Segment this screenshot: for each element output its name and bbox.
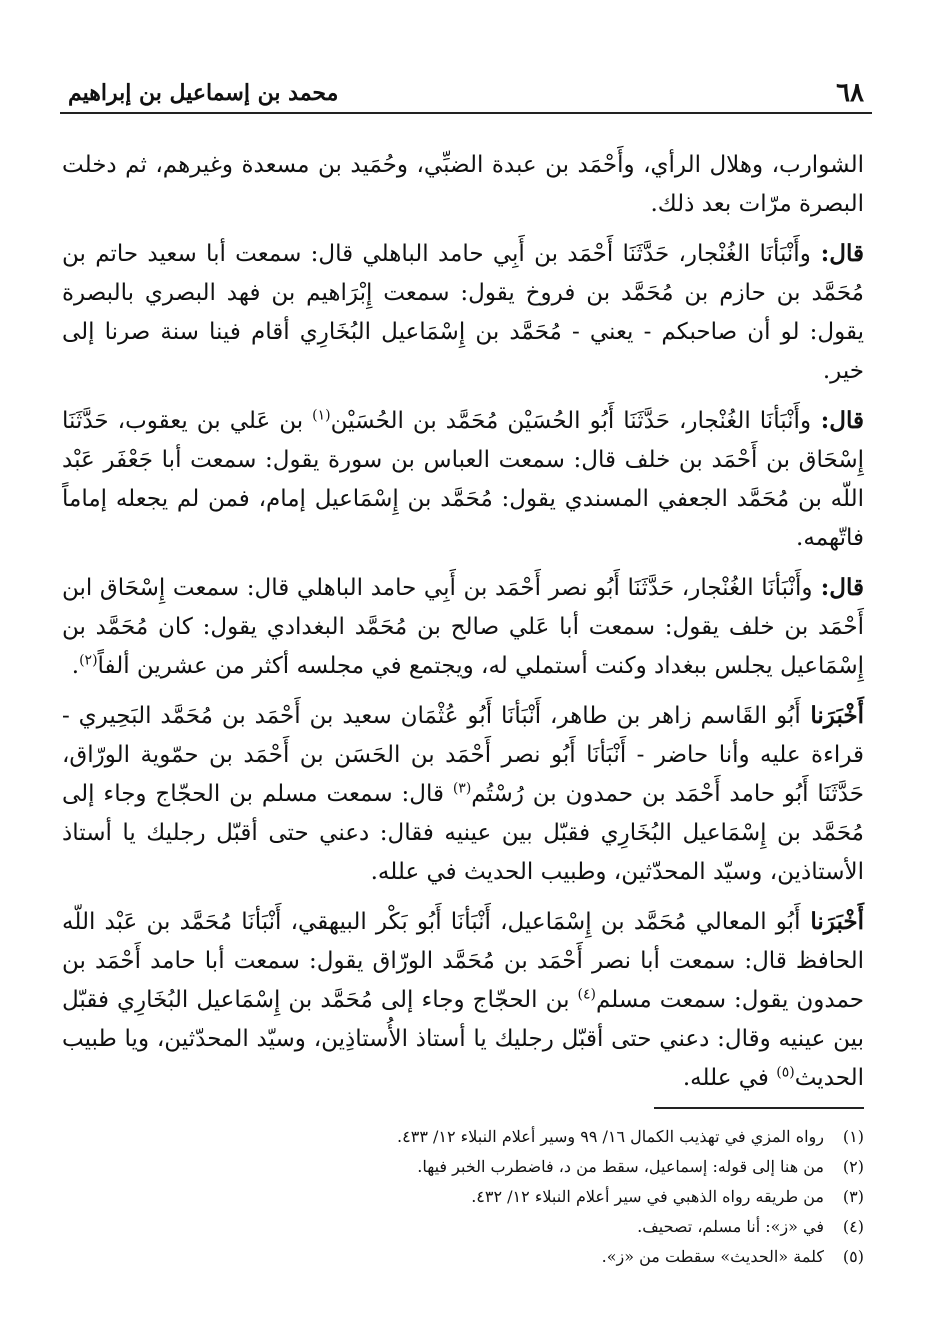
page-number: ٦٨ [836,78,864,108]
footnote-number: (١) [842,1127,864,1146]
footnote-ref-3[interactable]: (٣) [452,780,472,797]
paragraph-text: أَبُو المعالي مُحَمَّد بن إِسْمَاعيل، أَنْبَأنَا أَبُو بَكْر البيهقي، أَنْبَأنَا مُحَمَّد بن عَبْد اللّه الحافظ قال: سمعت أبا نصر أَحْمَد بن مُحَمَّد الورّاق يقول: سمعت أبا حامد أَحْمَد بن حمدون يقول: سمعت مسلم [62,909,865,1013]
footnote-1 [62,1122,864,1152]
paragraph-text-continued: قال: سمعت مسلم بن الحجّاج وجاء إلى مُحَمَّد بن إِسْمَاعيل البُخَارِي فقبّل بين عينيه فقال: دعني حتى أقبّل رجليك يا أستاذ الأستاذين، وسيّد المحدّثين، وطبيب الحديث في علله. [62,781,864,885]
footnote-text: كلمة «الحديث» سقطت من «ز». [601,1247,824,1266]
footnote-ref-2[interactable]: (٢) [79,652,98,669]
footnote-text: من طريقه رواه الذهبي في سير أعلام النبلاء ١٢/ ٤٣٢. [471,1187,824,1206]
paragraph-2 [62,234,864,391]
paragraph-text-end: في علله. [682,1065,777,1091]
paragraph-4 [62,568,864,686]
footnote-text: من هنا إلى قوله: إسماعيل، سقط من د، فاضطرب الخبر فيها. [417,1157,824,1176]
paragraph-text: الشوارب، وهلال الرأي، وأَحْمَد بن عبدة الضبِّي، وحُمَيد بن مسعدة وغيرهم، ثم دخلت البصرة مرّات بعد ذلك. [62,152,864,217]
paragraph-lead: أَخْبَرَنا [800,702,865,729]
paragraph-5 [62,696,864,892]
paragraph-text-continued: بن عَلي بن يعقوب، حَدَّثَنَا إِسْحَاق بن أَحْمَد بن خلف قال: سمعت العباس بن سورة يقول: سمعت أبا جَعْفَر عَبْد اللّه بن مُحَمَّد الجعفي المسندي يقول: مُحَمَّد بن إِسْمَاعيل إمام، فمن لم يجعله إماماً فاتّهمه. [62,408,864,551]
footnote-ref-4[interactable]: (٤) [577,986,596,1003]
footnote-number: (٥) [842,1247,864,1266]
paragraph-3 [62,401,864,558]
footnote-number: (٤) [842,1217,864,1236]
paragraph-text: وأَنْبَأنَا الغُنْجار، حَدَّثَنَا أَبُو الحُسَيْن مُحَمَّد بن الحُسَيْن [330,408,812,434]
paragraph-lead: قال: [811,407,864,434]
footnote-number: (٢) [842,1157,864,1176]
paragraph-lead: أَخْبَرَنا [800,908,865,935]
paragraph-lead: قال: [812,574,864,601]
footnote-ref-1[interactable]: (١) [312,407,331,424]
footnotes [62,1122,864,1272]
footnote-number: (٣) [842,1187,864,1206]
paragraph-6 [62,902,864,1098]
paragraph-text: وأَنْبَأنَا الغُنْجار، حَدَّثَنَا أَبُو نصر أَحْمَد بن أَبِي حامد الباهلي قال: سمعت إِسْحَاق ابن أَحْمَد بن خلف يقول: سمعت أبا عَلي صالح بن مُحَمَّد البغدادي يقول: كان مُحَمَّد بن إِسْمَاعيل يجلس ببغداد وكنت أستملي له، ويجتمع في مجلسه أكثر من عشرين ألفاً [62,575,864,679]
footnote-divider [654,1107,864,1109]
footnote-3 [62,1182,864,1212]
main-text [62,145,864,1108]
footnote-2 [62,1152,864,1182]
page-header [60,78,872,114]
footnote-text: في «ز»: أنا مسلم، تصحيف. [637,1217,824,1236]
running-title: محمد بن إسماعيل بن إبراهيم [68,80,339,106]
paragraph-1 [62,145,864,224]
paragraph-text-continued: . [71,653,80,679]
footnote-ref-5[interactable]: (٥) [776,1064,795,1081]
paragraph-lead: قال: [810,240,864,267]
footnote-text: رواه المزي في تهذيب الكمال ١٦/ ٩٩ وسير أعلام النبلاء ١٢/ ٤٣٣. [397,1127,824,1146]
paragraph-text: وأَنْبَأنَا الغُنْجار، حَدَّثَنَا أَحْمَد بن أَبِي حامد الباهلي قال: سمعت أبا سعيد حاتم بن مُحَمَّد بن حازم بن مُحَمَّد بن فروخ يقول: سمعت إِبْرَاهيم بن فهد البصري بالبصرة يقول: لو أن صاحبكم - يعني - مُحَمَّد بن إِسْمَاعيل البُخَارِي أقام فينا سنة صرنا إلى خير. [62,241,864,384]
footnote-5 [62,1242,864,1272]
paragraph-text: أَبُو القَاسم زاهر بن طاهر، أَنْبَأنَا أَبُو عُثْمَان سعيد بن أَحْمَد بن مُحَمَّد البَحِيري - قراءة عليه وأنا حاضر - أَنْبَأنَا أَبُو نصر أَحْمَد بن الحَسَن بن أَحْمَد بن حمّوية الورّاق، حَدَّثَنَا أَبُو حامد أَحْمَد بن حمدون بن رُسْتُم [62,703,865,807]
footnote-4 [62,1212,864,1242]
paragraph-text-continued: بن الحجّاج وجاء إلى مُحَمَّد بن إِسْمَاعيل البُخَارِي فقبّل بين عينيه وقال: دعني حتى أقبّل رجليك يا أستاذ الأُستاذِين، وسيّد المحدّثين، ويا طبيب الحديث [62,987,864,1091]
